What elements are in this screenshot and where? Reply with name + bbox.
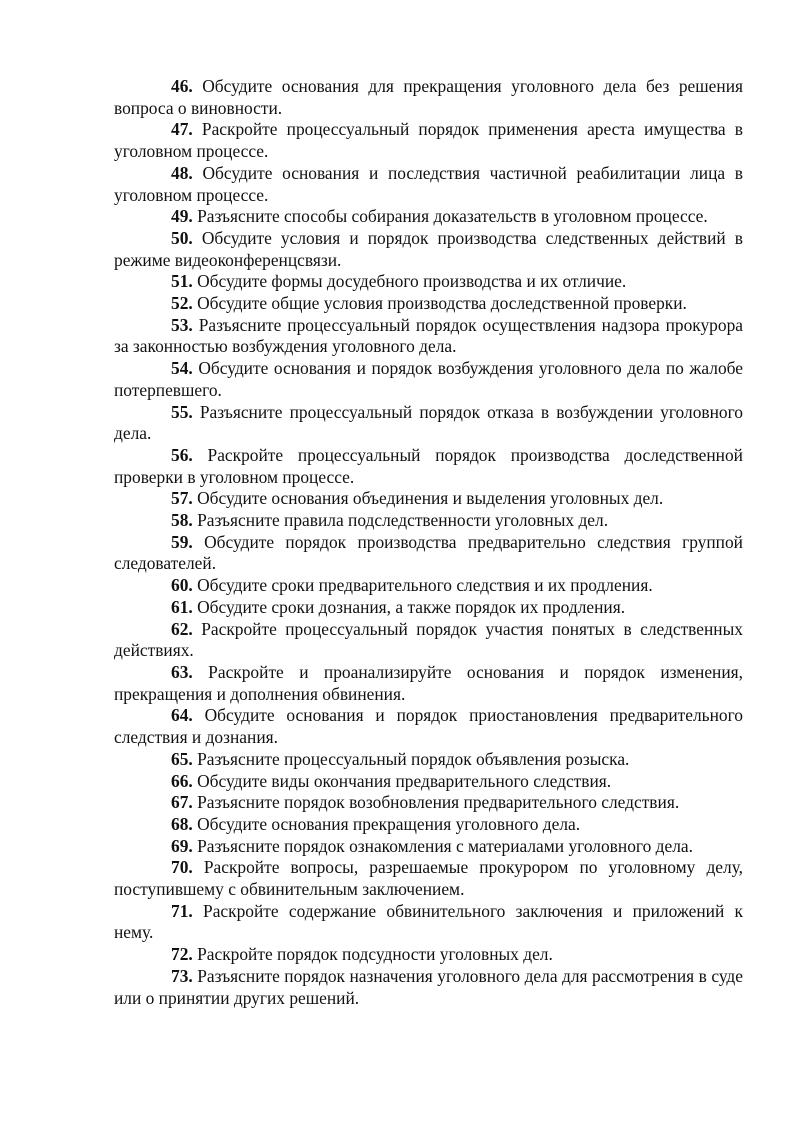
question-item — [114, 792, 743, 814]
question-text: Обсудите основания и порядок возбуждения уголовного дела по жалобе потерпевшего. — [114, 358, 743, 400]
question-item — [114, 619, 743, 662]
question-number: 59. — [171, 531, 193, 552]
question-item — [114, 901, 743, 944]
question-item — [114, 597, 743, 619]
question-item — [114, 488, 743, 510]
question-text: Раскройте вопросы, разрешаемые прокурором по уголовному делу, поступившему с обвинительным заключением. — [114, 857, 743, 900]
question-item — [114, 119, 743, 162]
question-number: 62. — [171, 618, 193, 639]
question-item — [114, 315, 743, 358]
question-text: Разъясните процессуальный порядок осуществления надзора прокурора за законностью возбуждения уголовного дела. — [114, 314, 743, 357]
question-item — [114, 814, 743, 836]
question-number: 61. — [171, 596, 193, 617]
question-list — [114, 76, 743, 1009]
question-number: 69. — [171, 835, 193, 856]
question-item — [114, 358, 743, 401]
question-item — [114, 966, 743, 1009]
question-number: 51. — [171, 271, 193, 292]
question-item — [114, 206, 743, 228]
question-number: 47. — [171, 119, 193, 140]
question-text: Обсудите условия и порядок производства следственных действий в режиме видеоконференцсвязи. — [114, 227, 743, 270]
question-item — [114, 76, 743, 119]
question-item — [114, 771, 743, 793]
question-number: 54. — [171, 358, 193, 379]
question-number: 46. — [171, 76, 193, 96]
question-item — [114, 402, 743, 445]
question-number: 72. — [171, 944, 193, 965]
question-text: Разъясните порядок ознакомления с материалами уголовного дела. — [192, 835, 693, 856]
question-number: 64. — [171, 705, 193, 726]
question-item — [114, 857, 743, 900]
question-item — [114, 293, 743, 315]
question-text: Разъясните порядок назначения уголовного дела для рассмотрения в суде или о принятии других решений. — [114, 965, 743, 1008]
question-number: 68. — [171, 813, 193, 834]
question-text: Обсудите основания для прекращения уголовного дела без решения вопроса о виновности. — [114, 76, 743, 118]
question-text: Разъясните порядок возобновления предварительного следствия. — [192, 792, 680, 813]
question-item — [114, 163, 743, 206]
question-item — [114, 445, 743, 488]
question-text: Разъясните способы собирания доказательств в уголовном процессе. — [192, 206, 708, 227]
question-text: Обсудите сроки предварительного следствия и их продления. — [192, 575, 653, 596]
question-text: Раскройте и проанализируйте основания и порядок изменения, прекращения и дополнения обвинения. — [114, 661, 743, 704]
question-number: 50. — [171, 227, 193, 248]
question-text: Разъясните процессуальный порядок объявления розыска. — [192, 748, 630, 769]
question-text: Разъясните правила подследственности уголовных дел. — [192, 510, 609, 531]
question-text: Раскройте процессуальный порядок производства доследственной проверки в уголовном процессе. — [114, 444, 743, 487]
question-number: 67. — [171, 792, 193, 813]
question-item — [114, 836, 743, 858]
question-item — [114, 510, 743, 532]
question-text: Обсудите основания прекращения уголовного дела. — [192, 813, 581, 834]
question-number: 48. — [171, 162, 193, 183]
question-number: 57. — [171, 488, 193, 509]
question-number: 52. — [171, 293, 193, 314]
question-text: Обсудите сроки дознания, а также порядок их продления. — [192, 596, 626, 617]
question-item — [114, 228, 743, 271]
question-number: 60. — [171, 575, 193, 596]
question-text: Обсудите порядок производства предварительно следствия группой следователей. — [114, 531, 743, 574]
question-item — [114, 705, 743, 748]
question-number: 71. — [171, 900, 193, 921]
question-item — [114, 944, 743, 966]
question-text: Раскройте порядок подсудности уголовных дел. — [192, 944, 553, 965]
question-number: 66. — [171, 770, 193, 791]
question-item — [114, 662, 743, 705]
question-text: Обсудите основания объединения и выделения уголовных дел. — [192, 488, 664, 509]
question-number: 65. — [171, 748, 193, 769]
question-text: Разъясните процессуальный порядок отказа в возбуждении уголовного дела. — [114, 401, 743, 444]
question-item — [114, 575, 743, 597]
question-text: Раскройте содержание обвинительного заключения и приложений к нему. — [114, 900, 743, 943]
question-text: Обсудите основания и порядок приостановления предварительного следствия и дознания. — [114, 705, 743, 748]
question-text: Обсудите общие условия производства доследственной проверки. — [192, 293, 687, 314]
question-number: 55. — [171, 401, 193, 422]
question-text: Обсудите формы досудебного производства и их отличие. — [192, 271, 627, 292]
question-text: Раскройте процессуальный порядок участия понятых в следственных действиях. — [114, 618, 743, 661]
question-item — [114, 271, 743, 293]
question-number: 63. — [171, 661, 193, 682]
question-item — [114, 749, 743, 771]
question-text: Раскройте процессуальный порядок применения ареста имущества в уголовном процессе. — [114, 119, 743, 162]
question-text: Обсудите основания и последствия частичной реабилитации лица в уголовном процессе. — [114, 162, 743, 205]
question-number: 58. — [171, 510, 193, 531]
question-number: 53. — [171, 314, 193, 335]
question-item — [114, 532, 743, 575]
question-number: 49. — [171, 206, 193, 227]
question-number: 70. — [171, 857, 193, 878]
question-text: Обсудите виды окончания предварительного следствия. — [192, 770, 612, 791]
question-number: 56. — [171, 444, 193, 465]
question-number: 73. — [171, 965, 193, 986]
